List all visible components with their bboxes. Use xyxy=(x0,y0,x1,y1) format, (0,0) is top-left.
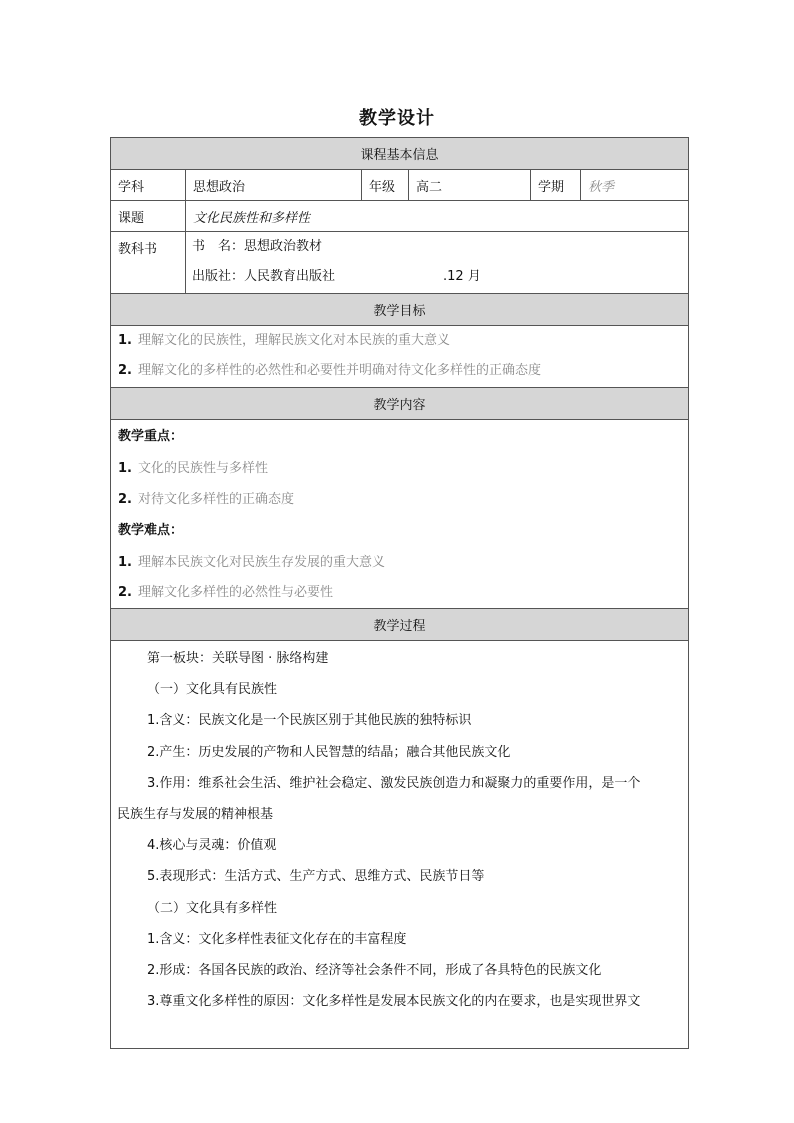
objective-text: 理解文化的民族性，理解民族文化对本民族的重大意义 xyxy=(137,333,450,348)
difficult-point-item xyxy=(118,547,681,578)
publisher-text: 出版社：人民教育出版社 xyxy=(192,269,336,284)
book-name-line: 书 名：思想政治教材 xyxy=(192,239,323,254)
process-header: 教学过程 xyxy=(111,609,689,641)
content-header: 教学内容 xyxy=(111,388,689,420)
difficult-point-num: 2. xyxy=(118,585,132,600)
objective-num: 2. xyxy=(118,363,132,378)
difficult-point-item xyxy=(118,578,681,608)
objective-item xyxy=(118,326,681,356)
key-point-item xyxy=(118,453,681,484)
process-line: 1.含义：文化多样性表征文化存在的丰富程度 xyxy=(147,931,407,947)
difficult-points-label: 教学难点： xyxy=(118,523,184,538)
textbook-info xyxy=(186,232,689,294)
difficult-point-num: 1. xyxy=(118,555,132,570)
process-line: 2.形成：各国各民族的政治、经济等社会条件不同，形成了各具特色的民族文化 xyxy=(147,962,602,978)
objective-num: 1. xyxy=(118,333,132,348)
content-body xyxy=(111,420,689,609)
grade-label: 年级 xyxy=(362,170,409,201)
difficult-point-text: 理解本民族文化对民族生存发展的重大意义 xyxy=(137,555,385,570)
process-line: （一）文化具有民族性 xyxy=(147,682,278,698)
document-title: 教学设计 xyxy=(359,108,435,129)
objectives-header: 教学目标 xyxy=(111,294,689,326)
term-label: 学期 xyxy=(531,170,581,201)
process-line: 2.产生：历史发展的产物和人民智慧的结晶；融合其他民族文化 xyxy=(147,744,511,760)
process-body xyxy=(111,641,689,1049)
key-point-num: 2. xyxy=(118,492,132,507)
process-line: 5.表现形式：生活方式、生产方式、思维方式、民族节日等 xyxy=(147,869,485,885)
process-line: 4.核心与灵魂：价值观 xyxy=(147,838,277,854)
publish-date: .12 月 xyxy=(443,269,481,284)
objective-item xyxy=(118,356,681,386)
process-line: （二）文化具有多样性 xyxy=(147,900,278,916)
key-points-label: 教学重点： xyxy=(118,429,184,444)
objectives-list xyxy=(111,326,689,388)
lesson-plan-table xyxy=(110,137,689,1049)
textbook-label: 教科书 xyxy=(111,232,186,294)
term-value: 秋季 xyxy=(581,170,689,201)
difficult-point-text: 理解文化多样性的必然性与必要性 xyxy=(137,585,333,600)
objective-text: 理解文化的多样性的必然性和必要性并明确对待文化多样性的正确态度 xyxy=(137,363,541,378)
process-line: 民族生存与发展的精神根基 xyxy=(117,806,274,822)
key-point-item xyxy=(118,484,681,515)
key-point-num: 1. xyxy=(118,461,132,476)
topic-label: 课题 xyxy=(111,201,186,232)
key-point-text: 文化的民族性与多样性 xyxy=(137,461,268,476)
basic-info-header: 课程基本信息 xyxy=(111,138,689,170)
subject-label: 学科 xyxy=(111,170,186,201)
topic-value: 文化民族性和多样性 xyxy=(186,201,689,232)
key-point-text: 对待文化多样性的正确态度 xyxy=(137,492,294,507)
grade-value: 高二 xyxy=(409,170,531,201)
process-line: 1.含义：民族文化是一个民族区别于其他民族的独特标识 xyxy=(147,713,472,729)
subject-value: 思想政治 xyxy=(186,170,362,201)
process-line: 3.尊重文化多样性的原因：文化多样性是发展本民族文化的内在要求，也是实现世界文 xyxy=(147,994,641,1010)
process-line: 3.作用：维系社会生活、维护社会稳定、激发民族创造力和凝聚力的重要作用，是一个 xyxy=(147,775,641,791)
publisher-line xyxy=(192,262,682,292)
process-line: 第一板块：关联导图 · 脉络构建 xyxy=(147,651,329,666)
